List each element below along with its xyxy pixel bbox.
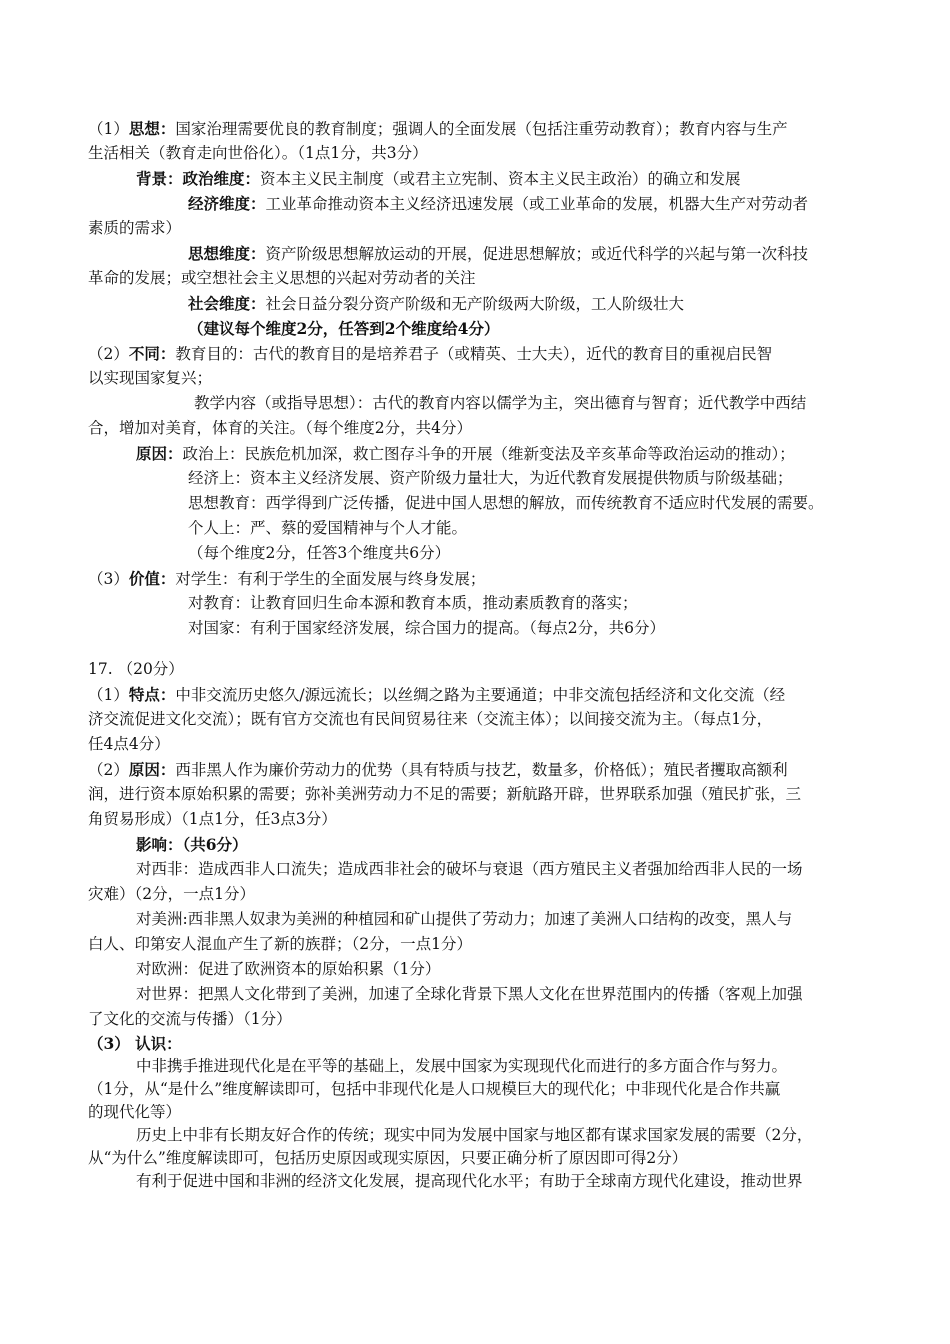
text-line: 社会维度：社会日益分裂分资产阶级和无产阶级两大阶级，工人阶级壮大 bbox=[188, 294, 685, 313]
text-line: 个人上：严、蔡的爱国精神与个人才能。 bbox=[188, 519, 468, 537]
text-line: 思想维度：资产阶级思想解放运动的开展，促进思想解放；或近代科学的兴起与第一次科技 bbox=[188, 244, 809, 263]
text-line: 的现代化等） bbox=[88, 1103, 182, 1121]
text-line: 从“为什么”维度解读即可，包括历史原因或现实原因，只要正确分析了原因即可得2分） bbox=[88, 1149, 688, 1167]
text-line: 润，进行资本原始积累的需要；弥补美洲劳动力不足的需要；新航路开辟，世界联系加强（殖民扩张，三 bbox=[88, 785, 802, 803]
text-line: 背景：政治维度：资本主义民主制度（或君主立宪制、资本主义民主政治）的确立和发展 bbox=[136, 169, 741, 188]
text-line: 白人、印第安人混血产生了新的族群；（2分，一点1分） bbox=[88, 935, 472, 953]
q16-part2 bbox=[88, 341, 864, 566]
section-heading: 影响：（共6分） bbox=[136, 835, 248, 854]
text-line: （1）特点：中非交流历史悠久/源远流长；以丝绸之路为主要通道；中非交流包括经济和文化交流（经 bbox=[88, 685, 786, 704]
text-line: 教学内容（或指导思想）：古代的教育内容以儒学为主，突出德育与智育；近代教学中西结 bbox=[194, 394, 807, 412]
text-line: 思想教育：西学得到广泛传播，促进中国人思想的解放，而传统教育不适应时代发展的需要。 bbox=[188, 494, 824, 512]
section-heading: （3） 认识： bbox=[88, 1034, 182, 1053]
text-line: 经济上：资本主义经济发展、资产阶级力量壮大，为近代教育发展提供物质与阶级基础； bbox=[188, 469, 793, 487]
text-line: 对欧洲：促进了欧洲资本的原始积累（1分） bbox=[136, 960, 441, 978]
text-line: 中非携手推进现代化是在平等的基础上，发展中国家为实现现代化而进行的多方面合作与努力。 bbox=[136, 1057, 788, 1075]
text-line: （2）原因：西非黑人作为廉价劳动力的优势（具有特质与技艺，数量多，价格低）；殖民者攫取高额利 bbox=[88, 760, 788, 779]
text-line: （3）价值：对学生：有利于学生的全面发展与终身发展； bbox=[88, 569, 486, 588]
text-line: （2）不同：教育目的：古代的教育目的是培养君子（或精英、士大夫），近代的教育目的重视启民智 bbox=[88, 344, 773, 363]
q16-part1 bbox=[88, 116, 864, 341]
q17-part3 bbox=[88, 1032, 864, 1193]
text-line: 革命的发展；或空想社会主义思想的兴起对劳动者的关注 bbox=[88, 269, 476, 287]
text-line: 以实现国家复兴； bbox=[88, 369, 213, 387]
text-line: （1）思想：国家治理需要优良的教育制度；强调人的全面发展（包括注重劳动教育）；教育内容与生产 bbox=[88, 119, 788, 138]
text-line: 对教育：让教育回归生命本源和教育本质，推动素质教育的落实； bbox=[188, 594, 638, 612]
text-line: 对世界：把黑人文化带到了美洲，加速了全球化背景下黑人文化在世界范围内的传播（客观上加强 bbox=[136, 985, 803, 1003]
text-line: 对国家：有利于国家经济发展，综合国力的提高。（每点2分，共6分） bbox=[188, 619, 665, 637]
text-line: 经济维度：工业革命推动资本主义经济迅速发展（或工业革命的发展，机器大生产对劳动者 bbox=[188, 194, 809, 213]
text-line: 素质的需求） bbox=[88, 219, 182, 237]
text-line: 对西非：造成西非人口流失；造成西非社会的破坏与衰退（西方殖民主义者强加给西非人民的一场 bbox=[136, 860, 803, 878]
scoring-note: （每个维度2分，任答3个维度共6分） bbox=[188, 544, 451, 562]
question-title: 17. （20分） bbox=[88, 660, 184, 678]
text-line: 合，增加对美育，体育的关注。（每个维度2分，共4分） bbox=[88, 419, 472, 437]
text-line: 历史上中非有长期友好合作的传统；现实中同为发展中国家与地区都有谋求国家发展的需要（2分， bbox=[136, 1126, 813, 1144]
text-line: 原因：政治上：民族危机加深，救亡图存斗争的开展（维新变法及辛亥革命等政治运动的推动）； bbox=[136, 444, 795, 463]
text-line: 济交流促进文化交流）；既有官方交流也有民间贸易往来（交流主体）；以间接交流为主。（每点1分， bbox=[88, 710, 773, 728]
scoring-note: （建议每个维度2分，任答到2个维度给4分） bbox=[188, 319, 500, 338]
text-line: 了文化的交流与传播）（1分） bbox=[88, 1010, 292, 1028]
text-line: 角贸易形成）（1点1分，任3点3分） bbox=[88, 810, 337, 828]
text-line: 灾难）（2分，一点1分） bbox=[88, 885, 255, 903]
answer-document bbox=[88, 116, 864, 1193]
text-line: 生活相关（教育走向世俗化）。（1点1分，共3分） bbox=[88, 144, 428, 162]
text-line: 任4点4分） bbox=[88, 735, 170, 753]
q16-part3 bbox=[88, 566, 864, 641]
text-line: 有利于促进中国和非洲的经济文化发展，提高现代化水平；有助于全球南方现代化建设，推动世界 bbox=[136, 1172, 803, 1190]
text-line: （1分，从“是什么”维度解读即可，包括中非现代化是人口规模巨大的现代化；中非现代化是合作共赢 bbox=[88, 1080, 781, 1098]
q17 bbox=[88, 657, 864, 1193]
spacer bbox=[88, 641, 864, 657]
text-line: 对美洲:西非黑人奴隶为美洲的种植园和矿山提供了劳动力；加速了美洲人口结构的改变，黑人与 bbox=[136, 910, 793, 928]
